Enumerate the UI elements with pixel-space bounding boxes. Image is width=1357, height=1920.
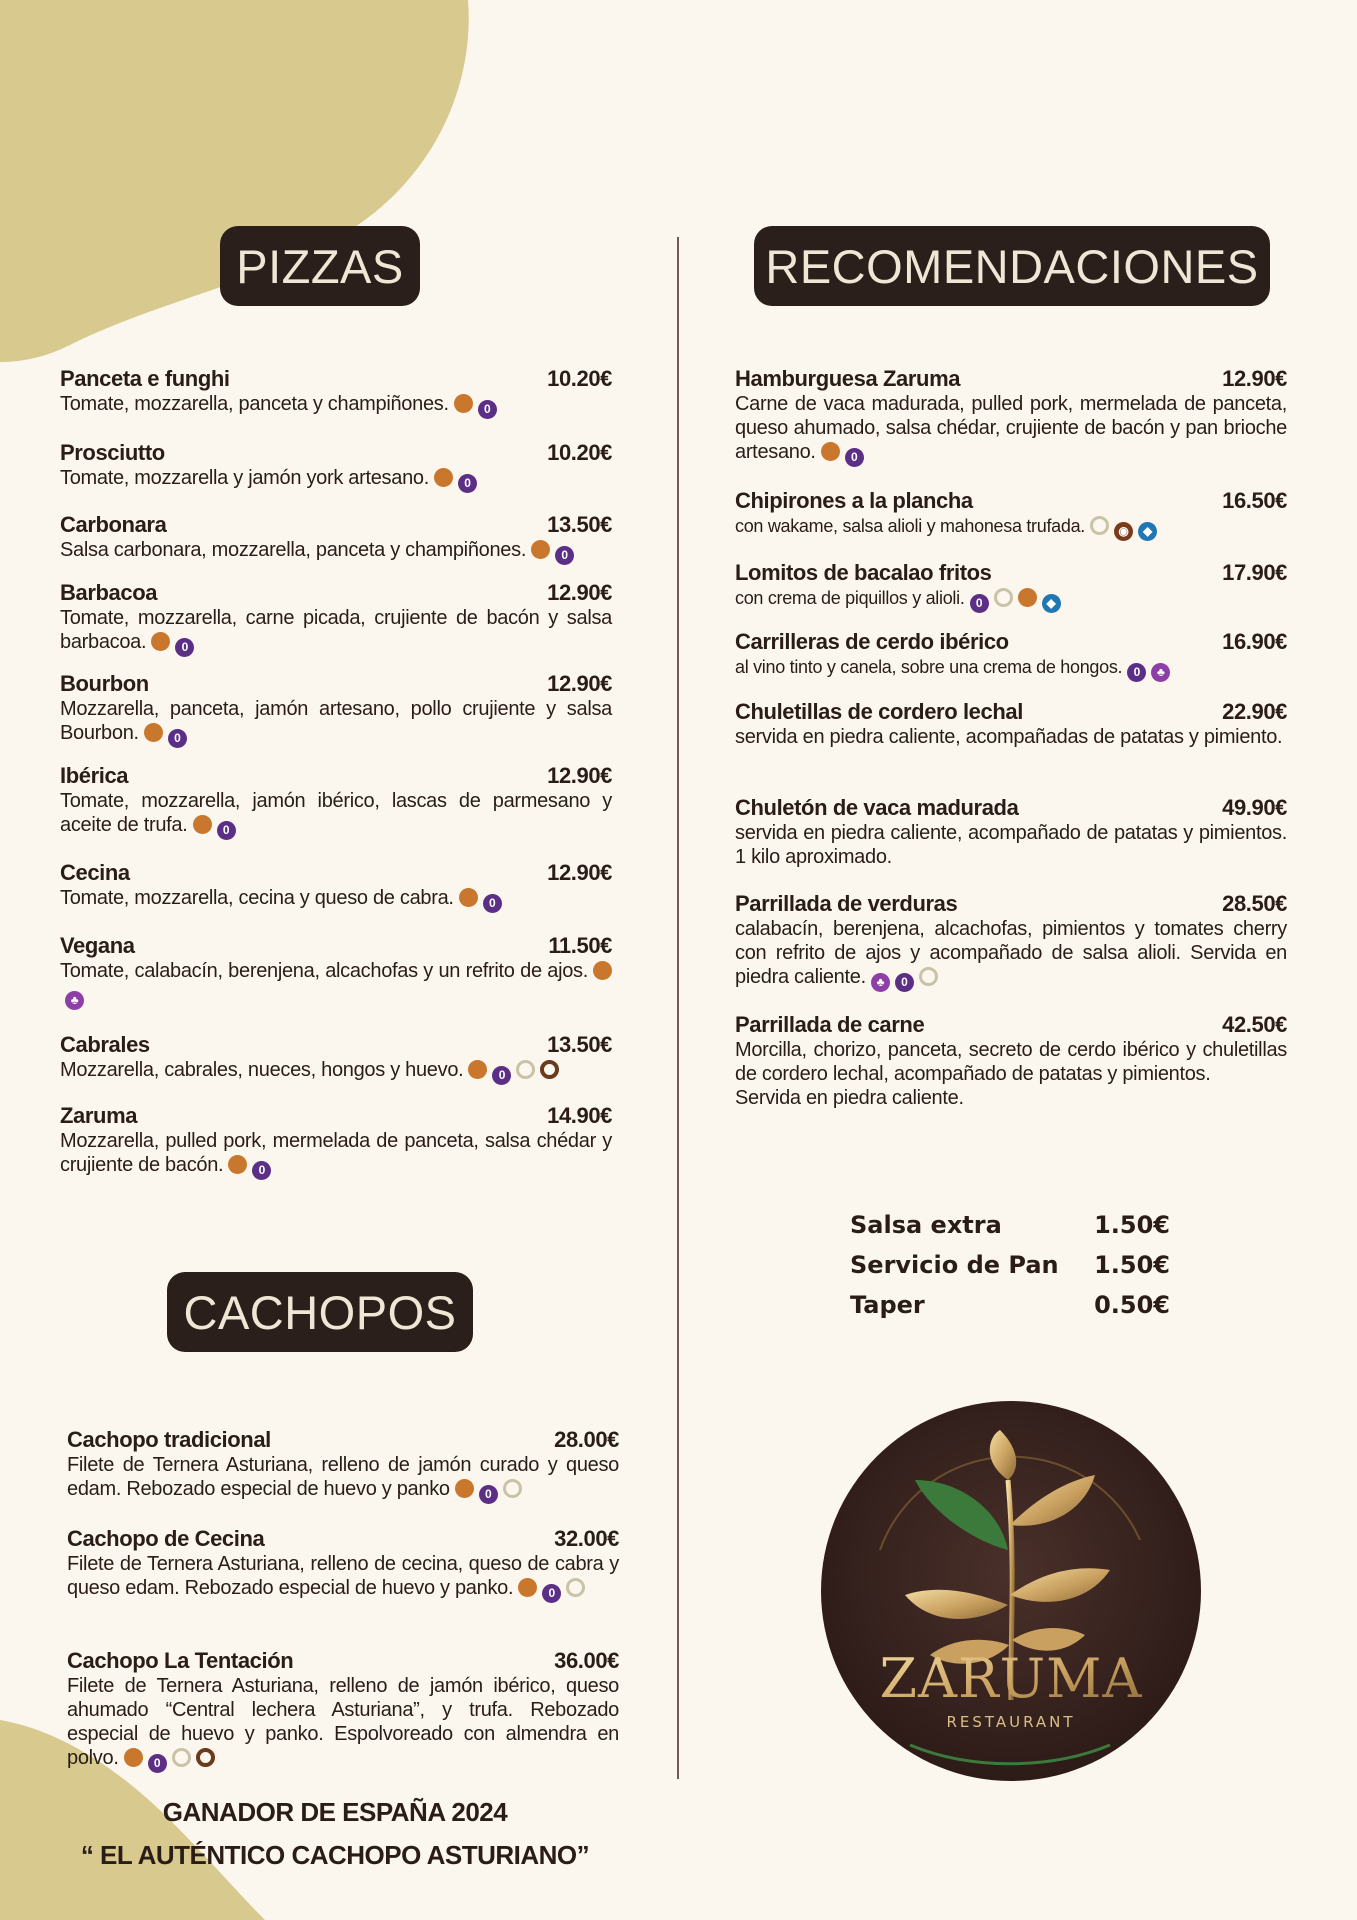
item-description: Filete de Ternera Asturiana, relleno de jamón ibérico, queso ahumado “Central lechera Asturiana”, y trufa. Rebozado especial de huevo y panko. Espolvoreado con almendra en polvo.: [67, 1675, 619, 1769]
item-price: 49.90€: [1222, 795, 1287, 820]
item-description: Mozzarella, panceta, jamón artesano, pollo crujiente y salsa Bourbon.: [60, 698, 612, 744]
item-name: Chuletón de vaca madurada: [735, 795, 1019, 820]
dairy-icon: 0: [217, 821, 236, 840]
menu-item: [735, 488, 1287, 541]
item-price: 28.50€: [1222, 891, 1287, 916]
item-name: Cecina: [60, 860, 130, 885]
egg-icon: [919, 967, 938, 986]
egg-icon: [994, 588, 1013, 607]
vegan-icon: ♣: [871, 973, 890, 992]
dairy-icon: 0: [148, 1754, 167, 1773]
menu-item: [735, 1012, 1287, 1110]
nuts-icon: [196, 1748, 215, 1767]
item-name: Lomitos de bacalao fritos: [735, 560, 992, 585]
item-description: Tomate, mozzarella y jamón york artesano.: [60, 467, 429, 489]
item-description: servida en piedra caliente, acompañado de patatas y pimientos. 1 kilo aproximado.: [735, 822, 1287, 868]
item-name: Hamburguesa Zaruma: [735, 366, 961, 391]
mollusc-icon: ◉: [1114, 522, 1133, 541]
gluten-icon: [434, 468, 453, 487]
item-description: calabacín, berenjena, alcachofas, pimientos y tomates cherry con refrito de ajos y acompañado de salsa alioli. Servida en piedra caliente.: [735, 918, 1287, 988]
logo-name: ZARUMA: [879, 1647, 1143, 1710]
menu-item: [735, 366, 1287, 467]
extra-row: [850, 1205, 1170, 1245]
menu-item: [60, 366, 612, 419]
gluten-icon: [459, 888, 478, 907]
award-line-2: “ EL AUTÉNTICO CACHOPO ASTURIANO”: [80, 1840, 590, 1870]
gluten-icon: [454, 394, 473, 413]
gluten-icon: [144, 723, 163, 742]
item-price: 32.00€: [554, 1526, 619, 1551]
item-name: Bourbon: [60, 671, 149, 696]
item-description-note: Servida en piedra caliente.: [735, 1087, 964, 1109]
menu-item: [60, 580, 612, 657]
item-description: al vino tinto y canela, sobre una crema de hongos.: [735, 657, 1123, 677]
item-price: 12.90€: [547, 671, 612, 696]
egg-icon: [503, 1479, 522, 1498]
extra-price: 1.50€: [1094, 1251, 1170, 1279]
menu-item: [67, 1427, 619, 1504]
menu-item: [60, 763, 612, 840]
decorative-blob-top: [0, 0, 470, 370]
recomendaciones-title: RECOMENDACIONES: [754, 226, 1270, 306]
dairy-icon: 0: [895, 973, 914, 992]
extra-label: Salsa extra: [850, 1211, 1002, 1239]
vegan-icon: ♣: [1151, 663, 1170, 682]
dairy-icon: 0: [492, 1066, 511, 1085]
extra-label: Servicio de Pan: [850, 1251, 1059, 1279]
menu-item: [60, 1103, 612, 1180]
item-description: Salsa carbonara, mozzarella, panceta y champiñones.: [60, 539, 527, 561]
egg-icon: [172, 1748, 191, 1767]
menu-item: [60, 512, 612, 565]
item-price: 12.90€: [547, 763, 612, 788]
item-name: Cabrales: [60, 1032, 150, 1057]
dairy-icon: 0: [542, 1584, 561, 1603]
dairy-icon: 0: [1127, 663, 1146, 682]
item-price: 17.90€: [1222, 560, 1287, 585]
menu-item: [60, 671, 612, 748]
fish-icon: ◆: [1138, 522, 1157, 541]
item-name: Chuletillas de cordero lechal: [735, 699, 1023, 724]
dairy-icon: 0: [479, 1485, 498, 1504]
award-line-1: GANADOR DE ESPAÑA 2024: [162, 1797, 508, 1827]
item-name: Cachopo de Cecina: [67, 1526, 265, 1551]
cachopos-title: CACHOPOS: [167, 1272, 473, 1352]
item-price: 22.90€: [1222, 699, 1287, 724]
item-description: servida en piedra caliente, acompañadas de patatas y pimiento.: [735, 726, 1283, 748]
item-description: Tomate, calabacín, berenjena, alcachofas y un refrito de ajos.: [60, 960, 588, 982]
item-description: con wakame, salsa alioli y mahonesa trufada.: [735, 516, 1085, 536]
dairy-icon: 0: [175, 638, 194, 657]
dairy-icon: 0: [478, 400, 497, 419]
item-name: Panceta e funghi: [60, 366, 230, 391]
item-price: 12.90€: [1222, 366, 1287, 391]
gluten-icon: [455, 1479, 474, 1498]
gluten-icon: [151, 632, 170, 651]
menu-item: [735, 629, 1287, 682]
item-price: 13.50€: [547, 1032, 612, 1057]
item-price: 11.50€: [548, 933, 612, 958]
item-name: Parrillada de verduras: [735, 891, 958, 916]
item-price: 12.90€: [547, 860, 612, 885]
menu-item: [735, 891, 1287, 992]
dairy-icon: 0: [970, 594, 989, 613]
item-price: 36.00€: [554, 1648, 619, 1673]
item-name: Vegana: [60, 933, 135, 958]
item-name: Cachopo tradicional: [67, 1427, 271, 1452]
gluten-icon: [518, 1578, 537, 1597]
dairy-icon: 0: [845, 448, 864, 467]
menu-item: [60, 933, 612, 1010]
item-price: 10.20€: [547, 366, 612, 391]
item-description: Filete de Ternera Asturiana, relleno de jamón curado y queso edam. Rebozado especial de huevo y panko: [67, 1454, 619, 1500]
item-name: Prosciutto: [60, 440, 165, 465]
item-description: Carne de vaca madurada, pulled pork, mermelada de panceta, queso ahumado, salsa chédar, crujiente de bacón y pan brioche artesano.: [735, 393, 1287, 463]
restaurant-logo: [820, 1400, 1202, 1782]
pizzas-title: PIZZAS: [220, 226, 420, 306]
menu-item: [735, 795, 1287, 869]
gluten-icon: [228, 1155, 247, 1174]
egg-icon: [1090, 516, 1109, 535]
item-price: 28.00€: [554, 1427, 619, 1452]
fish-icon: ◆: [1042, 594, 1061, 613]
extra-label: Taper: [850, 1291, 925, 1319]
item-description: Mozzarella, cabrales, nueces, hongos y huevo.: [60, 1059, 464, 1081]
extra-row: [850, 1245, 1170, 1285]
extra-price: 0.50€: [1094, 1291, 1170, 1319]
dairy-icon: 0: [483, 894, 502, 913]
dairy-icon: 0: [168, 729, 187, 748]
extra-row: [850, 1285, 1170, 1325]
gluten-icon: [468, 1060, 487, 1079]
item-price: 14.90€: [547, 1103, 612, 1128]
item-name: Cachopo La Tentación: [67, 1648, 294, 1673]
item-name: Barbacoa: [60, 580, 158, 605]
egg-icon: [566, 1578, 585, 1597]
item-name: Carbonara: [60, 512, 167, 537]
dairy-icon: 0: [555, 546, 574, 565]
logo-subtitle: RESTAURANT: [946, 1713, 1076, 1731]
menu-item: [735, 560, 1287, 613]
item-price: 12.90€: [547, 580, 612, 605]
egg-icon: [516, 1060, 535, 1079]
item-description: Tomate, mozzarella, cecina y queso de cabra.: [60, 887, 454, 909]
item-description: Tomate, mozzarella, jamón ibérico, lascas de parmesano y aceite de trufa.: [60, 790, 612, 836]
extra-price: 1.50€: [1094, 1211, 1170, 1239]
item-name: Ibérica: [60, 763, 129, 788]
menu-item: [735, 699, 1287, 749]
item-name: Carrilleras de cerdo ibérico: [735, 629, 1009, 654]
item-name: Zaruma: [60, 1103, 138, 1128]
item-price: 13.50€: [547, 512, 612, 537]
item-description: Filete de Ternera Asturiana, relleno de cecina, queso de cabra y queso edam. Rebozado especial de huevo y panko.: [67, 1553, 619, 1599]
column-divider: [677, 237, 679, 1779]
menu-item: [67, 1648, 619, 1773]
item-price: 16.90€: [1222, 629, 1287, 654]
menu-item: [60, 1032, 612, 1085]
vegan-icon: ♣: [65, 991, 84, 1010]
dairy-icon: 0: [252, 1161, 271, 1180]
item-price: 42.50€: [1222, 1012, 1287, 1037]
item-description: con crema de piquillos y alioli.: [735, 588, 965, 608]
gluten-icon: [531, 540, 550, 559]
menu-item: [60, 440, 612, 493]
item-price: 10.20€: [547, 440, 612, 465]
dairy-icon: 0: [458, 474, 477, 493]
item-description: Morcilla, chorizo, panceta, secreto de cerdo ibérico y chuletillas de cordero lechal, acompañado de patatas y pimientos.: [735, 1039, 1287, 1085]
nuts-icon: [540, 1060, 559, 1079]
item-description: Tomate, mozzarella, carne picada, crujiente de bacón y salsa barbacoa.: [60, 607, 612, 653]
gluten-icon: [124, 1748, 143, 1767]
gluten-icon: [593, 961, 612, 980]
extras-list: [850, 1205, 1170, 1325]
menu-item: [60, 860, 612, 913]
gluten-icon: [193, 815, 212, 834]
item-name: Chipirones a la plancha: [735, 488, 973, 513]
item-name: Parrillada de carne: [735, 1012, 925, 1037]
gluten-icon: [821, 442, 840, 461]
item-description: Mozzarella, pulled pork, mermelada de panceta, salsa chédar y crujiente de bacón.: [60, 1130, 612, 1176]
item-price: 16.50€: [1222, 488, 1287, 513]
menu-item: [67, 1526, 619, 1603]
gluten-icon: [1018, 588, 1037, 607]
item-description: Tomate, mozzarella, panceta y champiñones.: [60, 393, 449, 415]
